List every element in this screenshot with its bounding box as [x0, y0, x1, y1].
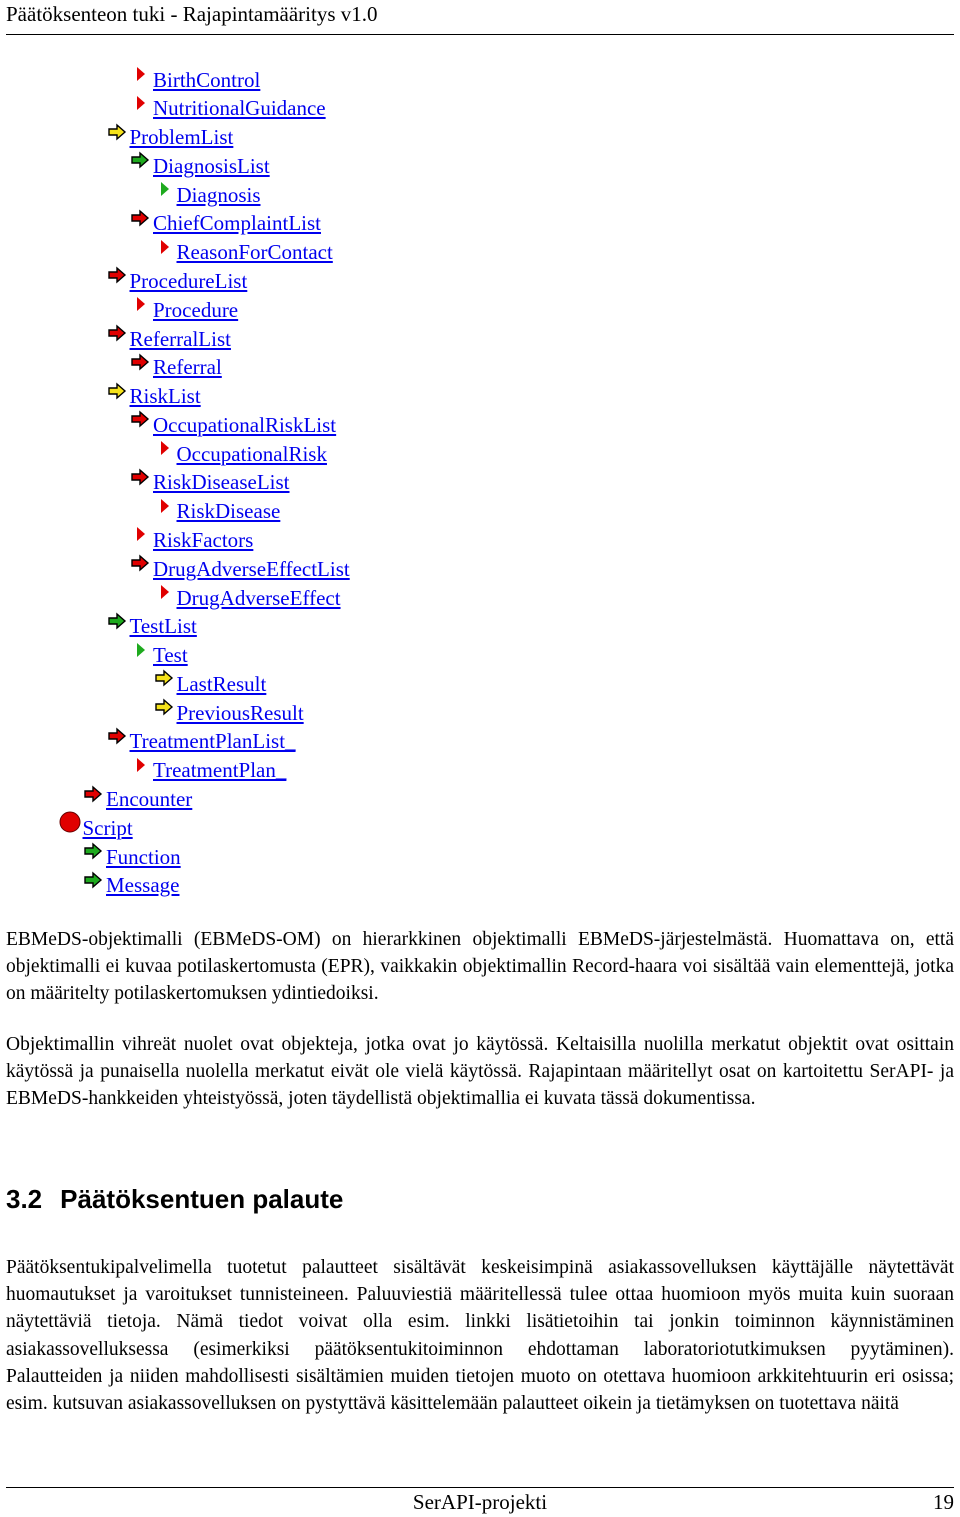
tree-node	[82, 843, 181, 871]
paragraph-feedback: Päätöksentukipalvelimella tuotetut palautteet sisältävät keskeisimpinä asiakassovelluksen käyttäjälle näytettävät huomautukset ja varoitukset tunnisteineen. Paluuviestiä määritellessä tulee ottaa huomioon myös muita kuin suoraan näytettäviä tietoja. Nämä tiedot voivat olla esim. linkki lisätietoihin tai jonkin toiminnon käynnistäminen asiakassovelluksessa (esimerkiksi päätöksentukitoiminnon ehdottaman laboratoriotutkimuksen pyytäminen). Palautteiden ja niiden mahdollisesti sisältämien muiden tietojen muoto on otettava huomioon arkkitehtuurin eri osissa; esim. kutsuvan asiakassovelluksen on pystyttävä käsittelemään palautteet oikein ja tietämyksen on tuotettava näitä	[6, 1257, 954, 1415]
tree-node	[153, 440, 327, 468]
green-arrow-icon	[106, 610, 128, 632]
red-arrow-icon	[82, 783, 104, 805]
tree-node-link[interactable]: Encounter	[106, 787, 193, 811]
tree-node	[82, 786, 192, 814]
tree-node	[153, 670, 267, 698]
section-heading	[6, 1184, 343, 1215]
yellow-arrow-icon	[153, 696, 175, 718]
section-number: 3.2	[6, 1184, 43, 1214]
tree-node-link[interactable]: ProcedureList	[129, 268, 248, 293]
tree-node	[129, 296, 238, 324]
tree-node	[153, 239, 333, 267]
red-triangle-icon	[129, 523, 151, 545]
page-footer	[6, 1487, 954, 1517]
tree-node-link[interactable]: Diagnosis	[176, 182, 261, 207]
paragraph-object-model: EBMeDS-objektimalli (EBMeDS-OM) on hierarkkinen objektimalli EBMeDS-järjestelmästä. Huomattava on, että objektimalli ei kuvaa potilaskertomusta (EPR), vaikkakin objektimallin Record-haara voi sisältää vain elementtejä, jotka on määritelty potilaskertomuksen ydintiedoiksi.	[6, 929, 954, 1005]
tree-node-link[interactable]: RiskDiseaseList	[153, 470, 290, 495]
tree-node	[106, 124, 234, 152]
red-arrow-icon	[106, 322, 128, 344]
tree-node-link[interactable]: Function	[106, 844, 181, 869]
red-arrow-icon	[129, 466, 151, 488]
red-triangle-icon	[153, 581, 175, 603]
tree-node-link[interactable]: RiskDisease	[176, 499, 281, 524]
green-arrow-icon	[82, 840, 104, 862]
red-triangle-icon	[129, 754, 151, 776]
tree-node-link[interactable]: DiagnosisList	[153, 153, 270, 178]
tree-node	[129, 152, 270, 180]
yellow-arrow-icon	[106, 121, 128, 143]
tree-node-link[interactable]: Procedure	[153, 297, 239, 322]
tree-node	[106, 267, 248, 295]
green-triangle-icon	[153, 178, 175, 200]
tree-node-link[interactable]: OccupationalRiskList	[153, 412, 337, 437]
tree-node-link[interactable]: BirthControl	[153, 67, 261, 92]
tree-node	[82, 872, 179, 900]
red-triangle-icon	[153, 495, 175, 517]
section-title: Päätöksentuen palaute	[60, 1184, 344, 1214]
paragraph-arrow-legend: Objektimallin vihreät nuolet ovat objekteja, jotka ovat jo käytössä. Keltaisilla nuolilla merkatut objektit ovat osittain käytössä ja punaisella nuolella merkatut eivät ole vielä käytössä. Rajapintaan määritellyt osat on kartoitettu SerAPI- ja EBMeDS-hankkeiden yhteistyössä, joten täydellistä objektimallia ei kuvata tässä dokumentissa.	[6, 1034, 954, 1110]
tree-node	[129, 210, 321, 238]
tree-node	[59, 814, 133, 842]
tree-node	[129, 555, 350, 583]
red-arrow-icon	[129, 207, 151, 229]
red-circle-icon	[59, 811, 81, 833]
tree-node	[129, 411, 336, 439]
tree-node	[129, 642, 188, 670]
header-title: Päätöksenteon tuki - Rajapintamääritys v1.0	[6, 2, 378, 26]
red-triangle-icon	[153, 437, 175, 459]
tree-node-link[interactable]: DrugAdverseEffect	[176, 585, 341, 610]
tree-node	[129, 526, 253, 554]
tree-node	[153, 181, 261, 209]
tree-node-link[interactable]: TestList	[129, 614, 197, 639]
tree-node	[129, 469, 290, 497]
tree-node-link[interactable]: Test	[153, 643, 188, 668]
tree-node-link[interactable]: ReasonForContact	[176, 240, 333, 265]
tree-node-link[interactable]: ChiefComplaintList	[153, 211, 321, 236]
red-arrow-icon	[106, 264, 128, 286]
tree-node-link[interactable]: Referral	[153, 355, 222, 380]
yellow-arrow-icon	[153, 667, 175, 689]
tree-node-link[interactable]: ReferralList	[129, 326, 231, 351]
yellow-arrow-icon	[106, 380, 128, 402]
tree-node-link[interactable]: OccupationalRisk	[176, 441, 327, 466]
tree-node-link[interactable]: TreatmentPlan_	[153, 758, 287, 783]
green-triangle-icon	[129, 639, 151, 661]
tree-node	[153, 699, 304, 727]
tree-node	[106, 613, 197, 641]
tree-node-link[interactable]: NutritionalGuidance	[153, 96, 326, 121]
tree-node-link[interactable]: RiskFactors	[153, 527, 254, 552]
page-header	[6, 0, 954, 35]
tree-node	[129, 757, 286, 785]
red-triangle-icon	[129, 92, 151, 114]
tree-node-link[interactable]: TreatmentPlanList_	[129, 729, 296, 754]
tree-node-link[interactable]: ProblemList	[129, 125, 234, 150]
red-arrow-icon	[129, 552, 151, 574]
tree-node	[129, 95, 326, 123]
tree-node-link[interactable]: PreviousResult	[176, 700, 304, 725]
red-triangle-icon	[129, 63, 151, 85]
tree-node-link[interactable]: LastResult	[176, 671, 267, 696]
tree-node	[129, 354, 222, 382]
red-triangle-icon	[129, 293, 151, 315]
tree-node-link[interactable]: Script	[82, 815, 133, 840]
tree-node-link[interactable]: Message	[106, 873, 180, 898]
tree-node	[153, 584, 341, 612]
red-arrow-icon	[129, 351, 151, 373]
red-arrow-icon	[106, 725, 128, 747]
green-arrow-icon	[129, 149, 151, 171]
footer-project: SerAPI-projekti	[412, 1490, 548, 1514]
page-number: 19	[933, 1490, 954, 1514]
red-triangle-icon	[153, 236, 175, 258]
red-arrow-icon	[129, 408, 151, 430]
tree-node	[106, 325, 231, 353]
green-arrow-icon	[82, 869, 104, 891]
tree-node	[106, 728, 296, 756]
tree-node	[153, 498, 281, 526]
tree-node-link[interactable]: DrugAdverseEffectList	[153, 556, 350, 581]
tree-node	[129, 66, 260, 94]
tree-node	[106, 383, 201, 411]
tree-node-link[interactable]: RiskList	[129, 384, 201, 409]
